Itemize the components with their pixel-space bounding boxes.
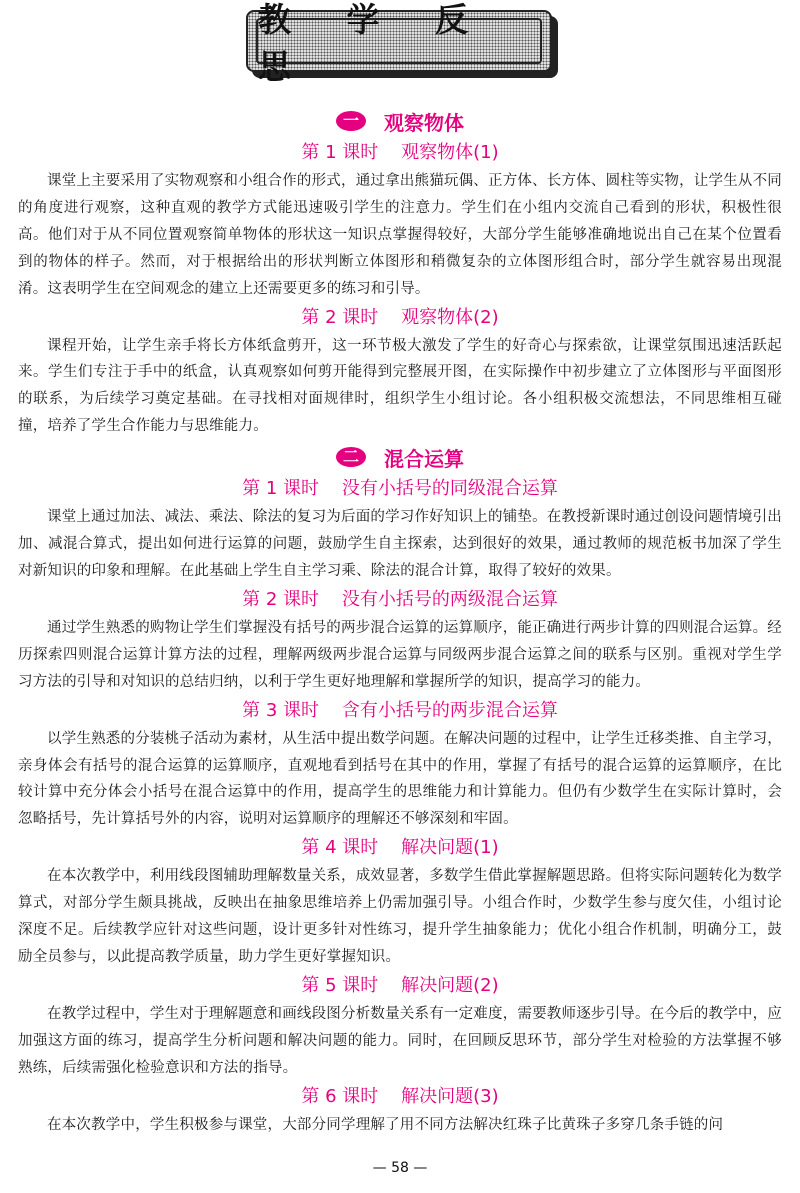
lesson-heading: 第 3 课时 含有小括号的两步混合运算 — [242, 699, 558, 721]
unit-heading — [18, 104, 782, 138]
lesson-paragraph: 课堂上主要采用了实物观察和小组合作的形式，通过拿出熊猫玩偶、正方体、长方体、圆柱等实物，让学生从不同的角度进行观察，这种直观的教学方式能迅速吸引学生的注意力。学生们在小组内交流自己看到的形状，积极性很高。他们对于从不同位置观察简单物体的形状这一知识点掌握得较好，大部分学生能够准确地说出自己在某个位置看到的物体的样子。然而，对于根据给出的形状判断立体图形和稍微复杂的立体图形组合时，部分学生就容易出现混淆。这表明学生在空间观念的建立上还需要更多的练习和引导。 — [18, 173, 782, 297]
lesson-paragraph: 课程开始，让学生亲手将长方体纸盒剪开，这一环节极大激发了学生的好奇心与探索欲，让课堂氛围迅速活跃起来。学生们专注于手中的纸盒，认真观察如何剪开能得到完整展开图，在实际操作中初步建立了立体图形与平面图形的联系，为后续学习奠定基础。在寻找相对面规律时，组织学生小组讨论。各小组积极交流想法，不同思维相互碰撞，培养了学生合作能力与思维能力。 — [18, 337, 782, 435]
title-banner-face — [246, 0, 552, 86]
lesson-paragraph: 在本次教学中，学生积极参与课堂，大部分同学理解了用不同方法解决红珠子比黄珠子多穿几条手链的问 — [47, 1116, 724, 1133]
lesson-paragraph: 在教学过程中，学生对于理解题意和画线段图分析数量关系有一定难度，需要教师逐步引导。在今后的教学中，应加强这方面的练习，提高学生分析问题和解决问题的能力。同时，在回顾反思环节，部分学生对检验的方法掌握不够熟练，后续需强化检验意识和方法的指导。 — [18, 1005, 782, 1076]
lesson-paragraph: 课堂上通过加法、减法、乘法、除法的复习为后面的学习作好知识上的铺垫。在教授新课时通过创设问题情境引出加、减混合算式，提出如何进行运算的问题，鼓励学生自主探索，达到很好的效果，通过教师的规范板书加深了学生对新知识的印象和理解。在此基础上学生自主学习乘、除法的混合计算，取得了较好的效果。 — [18, 509, 782, 579]
unit-title: 观察物体 — [384, 110, 464, 135]
unit-number-badge: 一 — [336, 111, 366, 131]
lesson-heading: 第 2 课时 没有小括号的两级混合运算 — [242, 588, 558, 610]
lesson-heading: 第 5 课时 解决问题(2) — [301, 974, 499, 996]
lesson-paragraph: 以学生熟悉的分装桃子活动为素材，从生活中提出数学问题。在解决问题的过程中，让学生迁移类推、自主学习，亲身体会有括号的混合运算的运算顺序，直观地看到括号在其中的作用，掌握了有括号的混合运算的运算顺序，在比较计算中充分体会小括号在混合运算中的作用，提高学生的思维能力和计算能力。但仍有少数学生在实际计算时，会忽略括号，先计算括号外的内容，说明对运算顺序的理解还不够深刻和牢固。 — [18, 730, 782, 828]
lesson-heading: 第 1 课时 没有小括号的同级混合运算 — [242, 478, 558, 500]
lesson-heading: 第 1 课时 观察物体(1) — [301, 142, 499, 163]
lesson-heading: 第 6 课时 解决问题(3) — [301, 1085, 499, 1107]
document-body — [18, 104, 782, 1138]
page-title-banner — [246, 0, 558, 86]
lesson-heading: 第 4 课时 解决问题(1) — [301, 837, 499, 859]
unit-heading — [18, 440, 782, 474]
lesson-heading: 第 2 课时 观察物体(2) — [301, 306, 499, 328]
lesson-paragraph: 在本次教学中，利用线段图辅助理解数量关系，成效显著，多数学生借此掌握解题思路。但将实际问题转化为数学算式，对部分学生颇具挑战，反映出在抽象思维培养上仍需加强引导。小组合作时，少数学生参与度欠佳，小组讨论深度不足。后续教学应针对这些问题，设计更多针对性练习，提升学生抽象能力；优化小组合作机制，明确分工，鼓励全员参与，以此提高教学质量，助力学生更好掌握知识。 — [18, 868, 782, 965]
lesson-paragraph: 通过学生熟悉的购物让学生们掌握没有括号的两步混合运算的运算顺序，能正确进行两步计算的四则混合运算。经历探索四则混合运算计算方法的过程，理解两级两步混合运算与同级两步混合运算之间的联系与区别。重视对学生学习方法的引导和对知识的总结归纳，以利于学生更好地理解和掌握所学的知识，提高学习的能力。 — [18, 619, 782, 690]
unit-title: 混合运算 — [384, 446, 464, 471]
page-title: 教 学 反 思 — [258, 0, 490, 86]
unit-number-badge: 二 — [336, 447, 366, 467]
page-number: — 58 — — [372, 1160, 428, 1176]
title-banner-inner-frame — [256, 0, 542, 86]
